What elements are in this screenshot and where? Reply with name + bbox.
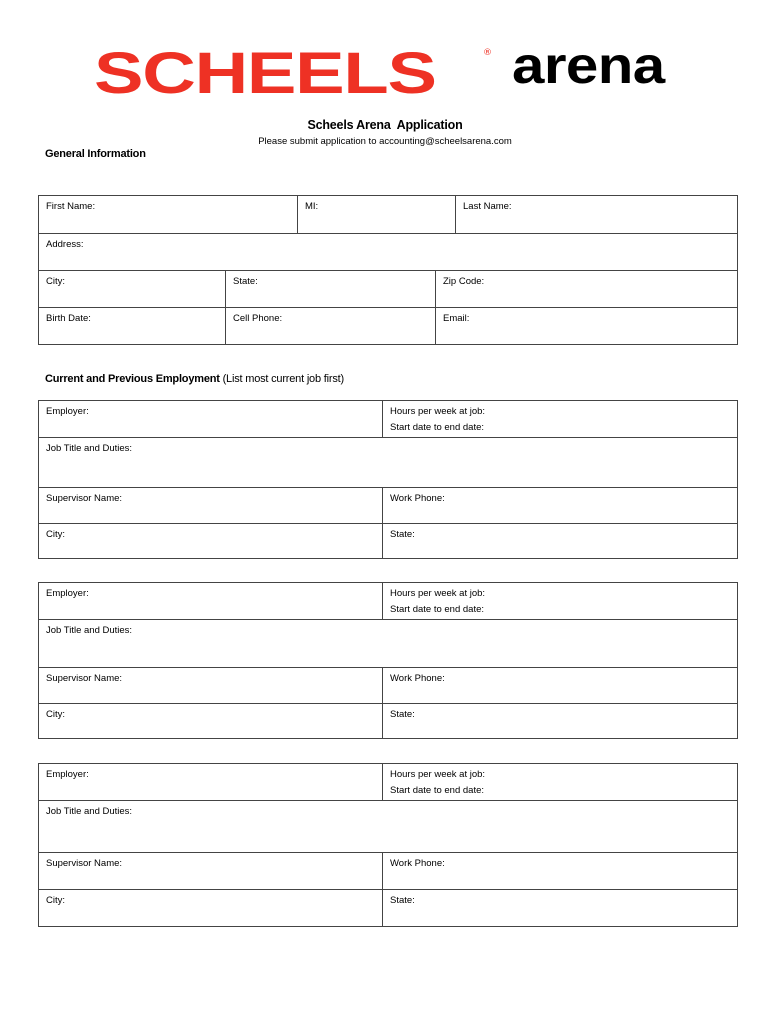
- state-field[interactable]: [225, 271, 435, 307]
- start-end-date-label: Start date to end date:: [390, 604, 485, 615]
- work-phone-label: Work Phone:: [390, 673, 445, 684]
- cell-phone-field[interactable]: [225, 308, 435, 344]
- work-phone-label: Work Phone:: [390, 493, 445, 504]
- supervisor-name-field[interactable]: [39, 668, 382, 703]
- supervisor-name-label: Supervisor Name:: [46, 493, 123, 504]
- employer-state-field[interactable]: [382, 890, 737, 926]
- mi-label: MI:: [305, 201, 319, 212]
- general-information-table: [38, 195, 738, 345]
- city-label: City:: [46, 276, 65, 287]
- supervisor-name-field[interactable]: [39, 488, 382, 523]
- employment-heading-title: Current and Previous Employment: [45, 373, 220, 385]
- last-name-field[interactable]: [455, 196, 737, 233]
- job-title-label: Job Title and Duties:: [46, 443, 133, 454]
- zip-code-label: Zip Code:: [443, 276, 485, 287]
- employer-field[interactable]: [39, 764, 382, 800]
- supervisor-name-label: Supervisor Name:: [46, 858, 123, 869]
- email-label: Email:: [443, 313, 470, 324]
- job-title-field[interactable]: [39, 438, 737, 487]
- supervisor-name-label: Supervisor Name:: [46, 673, 123, 684]
- document-subtitle: Please submit application to accounting@scheelsarena.com: [258, 136, 512, 147]
- first-name-label: First Name:: [46, 201, 96, 212]
- state-label: State:: [233, 276, 258, 287]
- city-field[interactable]: [39, 271, 225, 307]
- city-state-row: [39, 523, 737, 558]
- hours-per-week-label: Hours per week at job:: [390, 588, 486, 599]
- job-title-row: [39, 800, 737, 852]
- employer-label: Employer:: [46, 588, 89, 599]
- birth-date-field[interactable]: [39, 308, 225, 344]
- employer-city-label: City:: [46, 529, 65, 540]
- work-phone-field[interactable]: [382, 853, 737, 889]
- employer-state-field[interactable]: [382, 704, 737, 738]
- cell-phone-label: Cell Phone:: [233, 313, 283, 324]
- city-state-row: [39, 703, 737, 738]
- hours-per-week-label: Hours per week at job:: [390, 406, 486, 417]
- birth-phone-email-row: [39, 307, 737, 344]
- employer-city-label: City:: [46, 709, 65, 720]
- logo-scheels-wordmark: SCHEELS: [94, 41, 436, 106]
- logo-registered-mark: ®: [483, 48, 492, 58]
- last-name-label: Last Name:: [463, 201, 512, 212]
- start-end-date-label: Start date to end date:: [390, 785, 485, 796]
- hours-dates-field[interactable]: [382, 583, 737, 619]
- address-row: [39, 233, 737, 270]
- employer-state-label: State:: [390, 709, 415, 720]
- employer-state-label: State:: [390, 895, 415, 906]
- employer-row: [39, 401, 737, 437]
- employer-row: [39, 764, 737, 800]
- supervisor-row: [39, 852, 737, 889]
- employment-entry-3: [38, 763, 738, 927]
- supervisor-name-field[interactable]: [39, 853, 382, 889]
- hours-per-week-label: Hours per week at job:: [390, 769, 486, 780]
- job-title-row: [39, 437, 737, 487]
- start-end-date-label: Start date to end date:: [390, 422, 485, 433]
- employment-entry-2: [38, 582, 738, 739]
- employer-label: Employer:: [46, 769, 89, 780]
- work-phone-label: Work Phone:: [390, 858, 445, 869]
- job-title-label: Job Title and Duties:: [46, 806, 133, 817]
- zip-code-field[interactable]: [435, 271, 737, 307]
- employer-city-field[interactable]: [39, 524, 382, 558]
- address-label: Address:: [46, 239, 84, 250]
- birth-date-label: Birth Date:: [46, 313, 91, 324]
- work-phone-field[interactable]: [382, 488, 737, 523]
- employment-heading-note: (List most current job first): [222, 373, 344, 385]
- employer-state-field[interactable]: [382, 524, 737, 558]
- work-phone-field[interactable]: [382, 668, 737, 703]
- employer-row: [39, 583, 737, 619]
- city-state-zip-row: [39, 270, 737, 307]
- employer-label: Employer:: [46, 406, 89, 417]
- city-state-row: [39, 889, 737, 926]
- employer-field[interactable]: [39, 401, 382, 437]
- name-row: [39, 196, 737, 233]
- employer-city-label: City:: [46, 895, 65, 906]
- first-name-field[interactable]: [39, 196, 297, 233]
- address-field[interactable]: [39, 234, 737, 270]
- scheels-arena-logo: [94, 37, 694, 106]
- job-title-field[interactable]: [39, 620, 737, 667]
- logo-arena-wordmark: arena: [512, 37, 665, 95]
- general-information-heading: General Information: [45, 148, 146, 160]
- email-field[interactable]: [435, 308, 737, 344]
- employer-state-label: State:: [390, 529, 415, 540]
- employer-field[interactable]: [39, 583, 382, 619]
- mi-field[interactable]: [297, 196, 455, 233]
- employment-heading: [45, 373, 344, 385]
- supervisor-row: [39, 667, 737, 703]
- employer-city-field[interactable]: [39, 704, 382, 738]
- hours-dates-field[interactable]: [382, 764, 737, 800]
- job-title-field[interactable]: [39, 801, 737, 852]
- supervisor-row: [39, 487, 737, 523]
- employment-entry-1: [38, 400, 738, 559]
- document-title: Scheels Arena Application: [307, 118, 463, 132]
- employer-city-field[interactable]: [39, 890, 382, 926]
- job-title-label: Job Title and Duties:: [46, 625, 133, 636]
- hours-dates-field[interactable]: [382, 401, 737, 437]
- job-title-row: [39, 619, 737, 667]
